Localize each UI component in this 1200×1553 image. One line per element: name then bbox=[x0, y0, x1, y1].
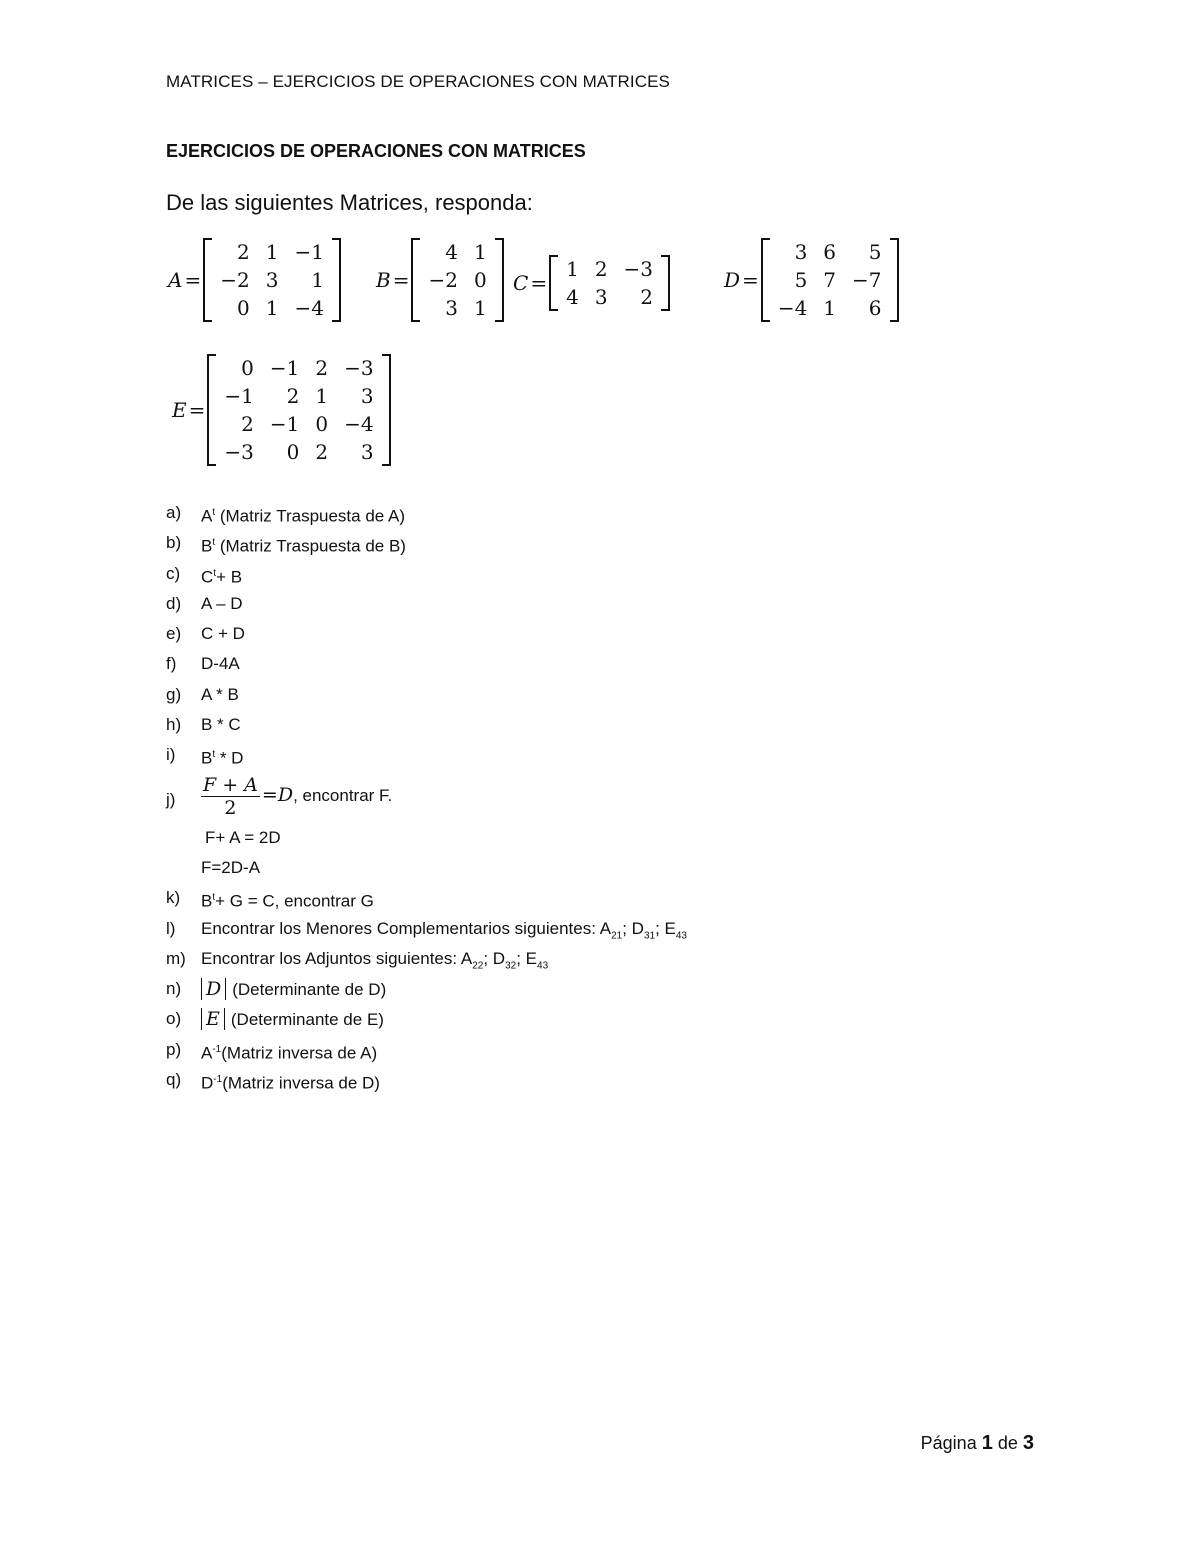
matrix-cell: 2 bbox=[640, 285, 654, 309]
item-term: A bbox=[201, 506, 213, 526]
superscript: t bbox=[212, 507, 216, 518]
matrix-cell: 2 bbox=[236, 240, 250, 264]
matrix-cell: −2 bbox=[220, 268, 250, 292]
matrix-cell: 2 bbox=[315, 440, 329, 464]
superscript: t bbox=[212, 749, 216, 761]
item-label: f) bbox=[166, 654, 177, 674]
equals-sign: = bbox=[188, 398, 206, 422]
term: ; D bbox=[483, 948, 506, 968]
equation-rhs: =D bbox=[261, 783, 294, 806]
matrix-cell: 4 bbox=[445, 240, 458, 264]
item-label: i) bbox=[166, 745, 176, 765]
matrix-cell: 3 bbox=[594, 285, 608, 309]
matrix-cell: 2 bbox=[241, 412, 254, 436]
matrix-cell: 1 bbox=[473, 240, 487, 264]
matrix-row bbox=[216, 382, 381, 410]
matrix-cell: 3 bbox=[445, 296, 458, 320]
matrix-cell: 0 bbox=[241, 356, 254, 380]
item-label: o) bbox=[166, 1009, 182, 1029]
superscript: -1 bbox=[213, 1074, 223, 1086]
matrix-cell: 0 bbox=[286, 440, 300, 464]
matrix-cell: −1 bbox=[269, 356, 300, 380]
item-text: A – D bbox=[201, 593, 243, 613]
matrix-b bbox=[376, 238, 504, 322]
matrix-cell: 1 bbox=[823, 296, 837, 320]
matrix-cell: 6 bbox=[823, 240, 837, 264]
step-text: F+ A = 2D bbox=[205, 827, 281, 847]
matrix-cell: 5 bbox=[794, 268, 808, 292]
matrix-brackets bbox=[207, 354, 390, 466]
matrix-row bbox=[770, 266, 890, 294]
item-text: , encontrar F. bbox=[293, 785, 393, 805]
matrix-a bbox=[168, 238, 341, 322]
matrix-brackets bbox=[549, 255, 670, 311]
term: A bbox=[460, 948, 473, 968]
matrix-cell: 6 bbox=[868, 296, 882, 320]
superscript: t bbox=[213, 567, 217, 579]
current-page: 1 bbox=[981, 1432, 993, 1454]
intro-text: De las siguientes Matrices, responda: bbox=[166, 190, 533, 215]
equals-sign: = bbox=[530, 271, 548, 295]
item-term: B bbox=[201, 536, 213, 556]
matrix-cell: 1 bbox=[473, 296, 487, 320]
subscript: 21 bbox=[611, 929, 623, 941]
equals-sign: = bbox=[392, 268, 410, 292]
matrix-cell: 1 bbox=[265, 240, 279, 264]
matrix-brackets bbox=[203, 238, 341, 322]
matrix-row bbox=[558, 283, 661, 311]
matrix-name: A bbox=[168, 268, 183, 292]
item-label: d) bbox=[166, 593, 182, 613]
matrix-row bbox=[216, 438, 381, 466]
item-text: (Determinante de E) bbox=[230, 1010, 384, 1030]
matrix-row bbox=[420, 238, 494, 266]
item-text: (Matriz Traspuesta de B) bbox=[215, 536, 406, 556]
subscript: 43 bbox=[537, 960, 549, 972]
matrix-cell: 2 bbox=[594, 257, 608, 281]
item-label: b) bbox=[166, 533, 182, 553]
matrix-name: B bbox=[376, 268, 391, 292]
superscript: t bbox=[212, 537, 216, 549]
matrix-cell: 4 bbox=[566, 285, 579, 309]
item-text: Encontrar los Menores Complementarios siguientes: bbox=[201, 918, 600, 938]
determinant-symbol: E bbox=[201, 1008, 225, 1030]
matrix-brackets bbox=[411, 238, 503, 322]
matrix-brackets bbox=[761, 238, 899, 322]
matrix-row bbox=[420, 266, 494, 294]
section-title: EJERCICIOS DE OPERACIONES CON MATRICES bbox=[166, 141, 586, 161]
matrix-c bbox=[513, 255, 670, 311]
term: ; E bbox=[516, 948, 538, 968]
matrix-cell: 2 bbox=[286, 384, 300, 408]
matrix-cell: −3 bbox=[623, 257, 654, 281]
item-text: + G = C, encontrar G bbox=[215, 891, 374, 911]
item-text: B * C bbox=[201, 715, 241, 735]
item-label: e) bbox=[166, 624, 182, 644]
item-text: (Matriz inversa de A) bbox=[221, 1043, 378, 1063]
item-text: (Matriz inversa de D) bbox=[222, 1073, 380, 1093]
matrix-row bbox=[212, 294, 332, 322]
item-text: + B bbox=[216, 567, 243, 587]
footer-prefix: Página bbox=[920, 1433, 982, 1453]
equals-sign: = bbox=[742, 268, 759, 292]
item-label: a) bbox=[166, 503, 182, 522]
item-term: A bbox=[201, 1043, 213, 1063]
matrix-cell: 0 bbox=[236, 296, 250, 320]
subscript: 22 bbox=[472, 960, 484, 972]
item-text: Encontrar los Adjuntos siguientes: bbox=[201, 948, 461, 968]
matrix-cell: −3 bbox=[224, 440, 254, 464]
item-text: (Determinante de D) bbox=[232, 980, 387, 1000]
matrix-row bbox=[770, 238, 890, 266]
item-label: h) bbox=[166, 715, 182, 735]
item-label: p) bbox=[166, 1039, 182, 1059]
matrix-cell: −7 bbox=[852, 268, 882, 292]
item-text: D-4A bbox=[201, 654, 240, 674]
fraction-numerator: F + A bbox=[203, 773, 258, 796]
matrix-row bbox=[212, 266, 332, 294]
item-label: m) bbox=[166, 948, 186, 968]
item-label: k) bbox=[166, 888, 181, 908]
matrix-cell: 5 bbox=[868, 240, 882, 264]
item-term: B bbox=[201, 891, 213, 911]
subscript: 43 bbox=[675, 929, 687, 941]
equals-sign: = bbox=[184, 268, 202, 292]
matrix-cell: −4 bbox=[777, 296, 808, 320]
matrix-cell: 0 bbox=[473, 268, 487, 292]
matrix-cell: 1 bbox=[315, 384, 329, 408]
matrix-d bbox=[724, 238, 899, 322]
matrix-cell: −1 bbox=[294, 240, 324, 264]
term: ; D bbox=[622, 918, 644, 938]
page-header: MATRICES – EJERCICIOS DE OPERACIONES CON MATRICES bbox=[166, 72, 670, 91]
page-footer bbox=[921, 1432, 1034, 1455]
item-term: D bbox=[201, 1073, 214, 1093]
matrix-cell: 1 bbox=[265, 296, 279, 320]
matrix-cell: −1 bbox=[269, 412, 300, 436]
matrix-cell: 1 bbox=[311, 268, 324, 292]
matrix-name: D bbox=[724, 268, 741, 292]
item-term: C bbox=[201, 567, 214, 587]
superscript: t bbox=[212, 892, 216, 904]
item-text: (Matriz Traspuesta de A) bbox=[215, 506, 406, 526]
fraction bbox=[201, 774, 260, 819]
term: ; E bbox=[655, 918, 676, 938]
matrix-row bbox=[216, 410, 381, 438]
matrix-cell: 3 bbox=[265, 268, 279, 292]
item-label: n) bbox=[166, 979, 182, 999]
matrix-cell: −4 bbox=[344, 412, 374, 436]
matrix-cell: −1 bbox=[224, 384, 254, 408]
subscript: 31 bbox=[643, 929, 656, 941]
matrix-row bbox=[212, 238, 332, 266]
item-label: g) bbox=[166, 684, 182, 704]
matrix-name: E bbox=[172, 398, 187, 422]
total-pages: 3 bbox=[1022, 1432, 1034, 1454]
item-label: l) bbox=[166, 918, 176, 938]
footer-mid: de bbox=[992, 1433, 1023, 1453]
matrix-cell: 3 bbox=[360, 384, 374, 408]
item-label: j) bbox=[166, 789, 176, 809]
matrix-cell: −2 bbox=[428, 268, 458, 292]
item-text: * D bbox=[215, 749, 244, 769]
subscript: 32 bbox=[505, 960, 517, 972]
matrix-cell: 2 bbox=[315, 356, 329, 380]
matrix-row bbox=[216, 354, 381, 382]
matrix-row bbox=[420, 294, 494, 322]
fraction-denominator: 2 bbox=[224, 796, 237, 819]
matrix-row bbox=[558, 255, 661, 283]
item-label: q) bbox=[166, 1070, 182, 1090]
matrix-cell: −3 bbox=[344, 356, 374, 380]
item-label: c) bbox=[166, 563, 181, 583]
item-text: A * B bbox=[201, 684, 239, 704]
matrix-row bbox=[770, 294, 890, 322]
item-text: C + D bbox=[201, 624, 245, 644]
superscript: -1 bbox=[212, 1043, 222, 1055]
matrix-cell: −4 bbox=[294, 296, 324, 320]
matrix-cell: 7 bbox=[823, 268, 837, 292]
matrix-e bbox=[172, 354, 391, 466]
term: A bbox=[599, 918, 612, 938]
matrix-cell: 3 bbox=[794, 240, 808, 264]
matrix-cell: 0 bbox=[315, 412, 329, 436]
matrix-name: C bbox=[513, 271, 529, 295]
determinant-symbol: D bbox=[201, 978, 226, 1000]
matrix-cell: 3 bbox=[360, 440, 374, 464]
matrix-cell: 1 bbox=[566, 257, 579, 281]
item-term: B bbox=[201, 749, 213, 769]
step-text: F=2D-A bbox=[201, 857, 261, 877]
